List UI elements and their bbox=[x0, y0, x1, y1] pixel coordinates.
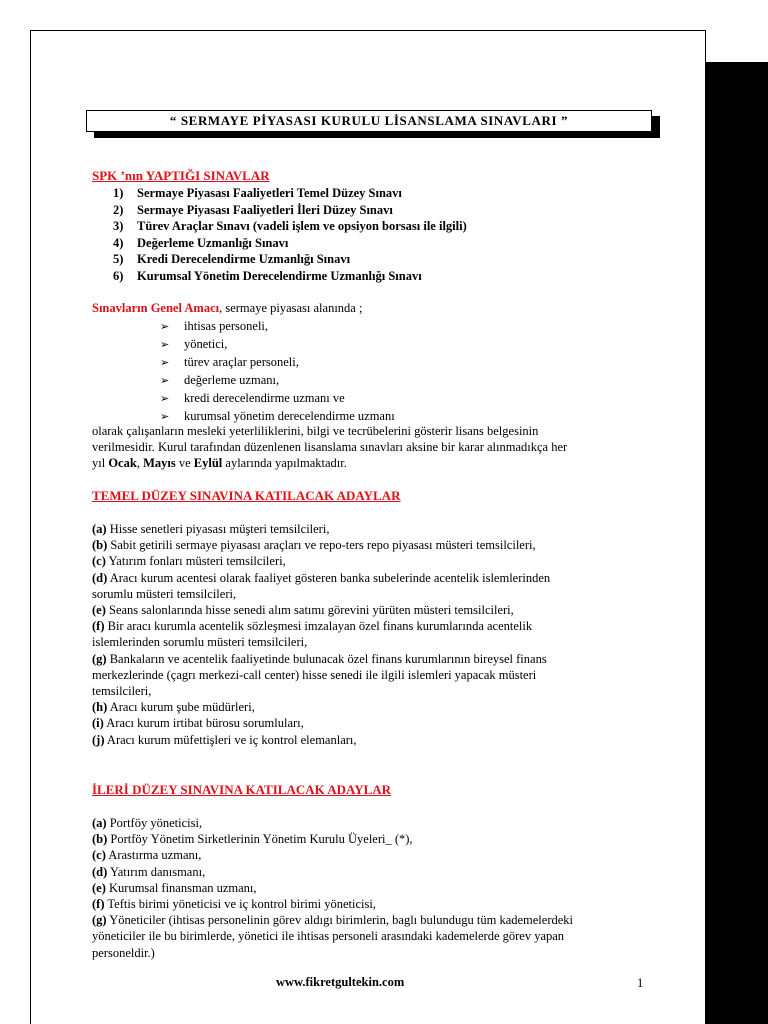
purpose-line-3 bbox=[92, 455, 567, 471]
bullet-text: kredi derecelendirme uzmanı ve bbox=[184, 391, 345, 405]
exam-label: Türev Araçlar Sınavı (vadeli işlem ve opsiyon borsası ile ilgili) bbox=[137, 219, 467, 233]
month-ocak: Ocak bbox=[108, 456, 137, 471]
arrow-bullet-icon: ➢ bbox=[160, 321, 170, 333]
candidate-line bbox=[92, 831, 573, 847]
exam-number: 2) bbox=[113, 202, 124, 217]
candidate-line bbox=[92, 945, 573, 961]
candidate-key: (e) bbox=[92, 880, 106, 895]
candidate-text: Arastırma uzmanı, bbox=[105, 848, 202, 863]
candidate-line bbox=[92, 521, 550, 537]
candidate-text: Aracı kurum şube müdürleri, bbox=[107, 700, 255, 715]
candidate-line bbox=[92, 602, 550, 618]
candidate-line bbox=[92, 651, 550, 667]
bullet-text: değerleme uzmanı, bbox=[184, 373, 280, 387]
bullet-item bbox=[160, 318, 395, 336]
bullet-item bbox=[160, 390, 395, 408]
exam-number: 4) bbox=[113, 235, 124, 250]
candidate-text: Yatırım fonları müsteri temsilcileri, bbox=[105, 554, 286, 569]
candidate-line bbox=[92, 699, 550, 715]
candidate-key: (a) bbox=[92, 522, 107, 536]
candidate-line bbox=[92, 570, 550, 586]
bullet-text: yönetici, bbox=[184, 337, 228, 351]
purpose-paragraph bbox=[92, 423, 567, 472]
purpose-ve: ve bbox=[175, 456, 194, 471]
spk-heading: SPK ’nın YAPTIĞI SINAVLAR bbox=[92, 168, 270, 183]
candidate-text: Hisse senetleri piyasası müşteri temsilcileri, bbox=[106, 522, 330, 536]
candidate-line bbox=[92, 847, 573, 863]
purpose-line-3-post: aylarında yapılmaktadır. bbox=[222, 456, 347, 471]
candidate-text: Aracı kurum müfettişleri ve iç kontrol elemanları, bbox=[104, 732, 357, 747]
bullet-text: kurumsal yönetim derecelendirme uzmanı bbox=[184, 409, 395, 423]
candidate-key: (h) bbox=[92, 700, 108, 715]
candidate-line bbox=[92, 618, 550, 634]
candidate-text: Bankaların ve acentelik faaliyetinde bulunacak özel finans kurumlarının bireysel finans bbox=[106, 651, 547, 666]
candidate-key: (d) bbox=[92, 864, 108, 879]
temel-list bbox=[92, 521, 550, 748]
candidate-key: (g) bbox=[92, 651, 107, 666]
exam-item bbox=[113, 268, 467, 285]
bullet-text: türev araçlar personeli, bbox=[184, 355, 299, 369]
candidate-text: Sabit getirili sermaye piyasası araçları ve repo-ters repo piyasası müsteri temsilcileri, bbox=[107, 538, 536, 553]
exam-label: Sermaye Piyasası Faaliyetleri Temel Düzey Sınavı bbox=[137, 186, 402, 200]
document-title: “ SERMAYE PİYASASI KURULU LİSANSLAMA SINAVLARI ” bbox=[86, 110, 652, 132]
arrow-bullet-icon: ➢ bbox=[160, 411, 170, 423]
month-eylul: Eylül bbox=[193, 456, 223, 471]
candidate-key: (d) bbox=[92, 570, 108, 585]
candidate-text: Bir aracı kurumla acentelik sözleşmesi imzalayan özel finans kurumlarında acentelik bbox=[104, 619, 533, 634]
title-banner bbox=[86, 110, 652, 134]
exam-item bbox=[113, 185, 467, 202]
candidate-line bbox=[92, 715, 550, 731]
purpose-bullets bbox=[160, 318, 395, 426]
exam-item bbox=[113, 235, 467, 252]
candidate-text: temsilcileri, bbox=[92, 684, 152, 699]
exam-list bbox=[113, 185, 467, 284]
candidate-line bbox=[92, 537, 550, 553]
candidate-key: (e) bbox=[92, 603, 106, 618]
candidate-line bbox=[92, 634, 550, 650]
candidate-text: Kurumsal finansman uzmanı, bbox=[105, 880, 257, 895]
arrow-bullet-icon: ➢ bbox=[160, 393, 170, 405]
exam-label: Değerleme Uzmanlığı Sınavı bbox=[137, 235, 289, 250]
candidate-text: Yöneticiler (ihtisas personelinin görev aldıgı birimlerin, baglı bulundugu tüm kademelerdeki bbox=[106, 913, 574, 928]
arrow-bullet-icon: ➢ bbox=[160, 357, 170, 369]
exam-item bbox=[113, 202, 467, 219]
exam-label: Kurumsal Yönetim Derecelendirme Uzmanlığı Sınavı bbox=[137, 268, 422, 283]
arrow-bullet-icon: ➢ bbox=[160, 339, 170, 351]
purpose-intro-text: , sermaye piyasası alanında ; bbox=[219, 301, 363, 315]
candidate-key: (b) bbox=[92, 832, 108, 847]
candidate-key: (f) bbox=[92, 619, 105, 634]
exam-number: 5) bbox=[113, 252, 124, 266]
page-number: 1 bbox=[637, 976, 644, 990]
candidate-text: merkezlerinde (çagrı merkezi-call center) hisse senedi ile ilgili islemleri yapacak müsteri bbox=[92, 667, 537, 682]
bullet-item bbox=[160, 354, 395, 372]
arrow-bullet-icon: ➢ bbox=[160, 375, 170, 387]
candidate-key: (c) bbox=[92, 554, 106, 569]
purpose-line-3-pre: yıl bbox=[92, 456, 109, 471]
candidate-text: Seans salonlarında hisse senedi alım satımı görevini yürüten müsteri temsilcileri, bbox=[105, 603, 514, 618]
footer-url[interactable]: www.fikretgultekin.com bbox=[276, 975, 405, 989]
candidate-line bbox=[92, 815, 573, 831]
purpose-intro bbox=[92, 300, 362, 316]
candidate-text: yöneticiler ile bu birimlerde, yönetici ile ihtisas personeli arasındaki kademelerde görev yapan bbox=[92, 929, 565, 944]
exam-item bbox=[113, 218, 467, 235]
candidate-text: Yatırım danısmanı, bbox=[107, 864, 206, 879]
exam-number: 3) bbox=[113, 219, 124, 233]
candidate-line bbox=[92, 896, 573, 912]
month-mayis: Mayıs bbox=[143, 456, 176, 471]
candidate-text: sorumlu müsteri temsilcileri, bbox=[92, 586, 237, 601]
purpose-label: Sınavların Genel Amacı bbox=[92, 301, 220, 315]
candidate-line bbox=[92, 553, 550, 569]
purpose-comma: , bbox=[136, 456, 144, 471]
candidate-text: islemlerinden sorumlu müsteri temsilcileri, bbox=[92, 635, 308, 650]
candidate-text: personeldir.) bbox=[92, 945, 155, 960]
exam-number: 6) bbox=[113, 268, 124, 283]
bullet-item bbox=[160, 336, 395, 354]
candidate-line bbox=[92, 683, 550, 699]
exam-item bbox=[113, 251, 467, 268]
candidate-key: (a) bbox=[92, 816, 107, 830]
candidate-line bbox=[92, 864, 573, 880]
bullet-item bbox=[160, 372, 395, 390]
candidate-key: (b) bbox=[92, 538, 108, 553]
candidate-text: Aracı kurum acentesi olarak faaliyet gösteren banka subelerinde acentelik islemlerinden bbox=[107, 570, 551, 585]
candidate-text: Portföy yöneticisi, bbox=[106, 816, 203, 830]
ileri-heading: İLERİ DÜZEY SINAVINA KATILACAK ADAYLAR bbox=[92, 782, 392, 797]
bullet-text: ihtisas personeli, bbox=[184, 319, 269, 333]
candidate-text: Portföy Yönetim Sirketlerinin Yönetim Kurulu Üyeleri_ (*), bbox=[107, 832, 413, 847]
candidate-line bbox=[92, 928, 573, 944]
candidate-key: (i) bbox=[92, 716, 104, 731]
candidate-key: (j) bbox=[92, 732, 105, 747]
candidate-key: (g) bbox=[92, 913, 107, 928]
candidate-line bbox=[92, 732, 550, 748]
ileri-list bbox=[92, 815, 573, 961]
purpose-line-2: verilmesidir. Kurul tarafından düzenlenen lisanslama sınavları aksine bir karar alınmadıkça her bbox=[92, 440, 568, 455]
temel-heading: TEMEL DÜZEY SINAVINA KATILACAK ADAYLAR bbox=[92, 488, 401, 503]
candidate-key: (f) bbox=[92, 897, 105, 912]
candidate-line bbox=[92, 586, 550, 602]
candidate-text: Aracı kurum irtibat bürosu sorumluları, bbox=[103, 716, 304, 731]
purpose-line-1: olarak çalışanların mesleki yeterliliklerini, bilgi ve tecrübelerini gösterir lisans belgesinin bbox=[92, 424, 539, 438]
candidate-line bbox=[92, 912, 573, 928]
page-shadow bbox=[706, 62, 768, 1024]
exam-number: 1) bbox=[113, 186, 124, 200]
candidate-line bbox=[92, 880, 573, 896]
exam-label: Sermaye Piyasası Faaliyetleri İleri Düzey Sınavı bbox=[137, 202, 393, 217]
exam-label: Kredi Derecelendirme Uzmanlığı Sınavı bbox=[137, 252, 351, 266]
candidate-line bbox=[92, 667, 550, 683]
candidate-text: Teftis birimi yöneticisi ve iç kontrol birimi yöneticisi, bbox=[104, 897, 376, 912]
candidate-key: (c) bbox=[92, 848, 106, 863]
